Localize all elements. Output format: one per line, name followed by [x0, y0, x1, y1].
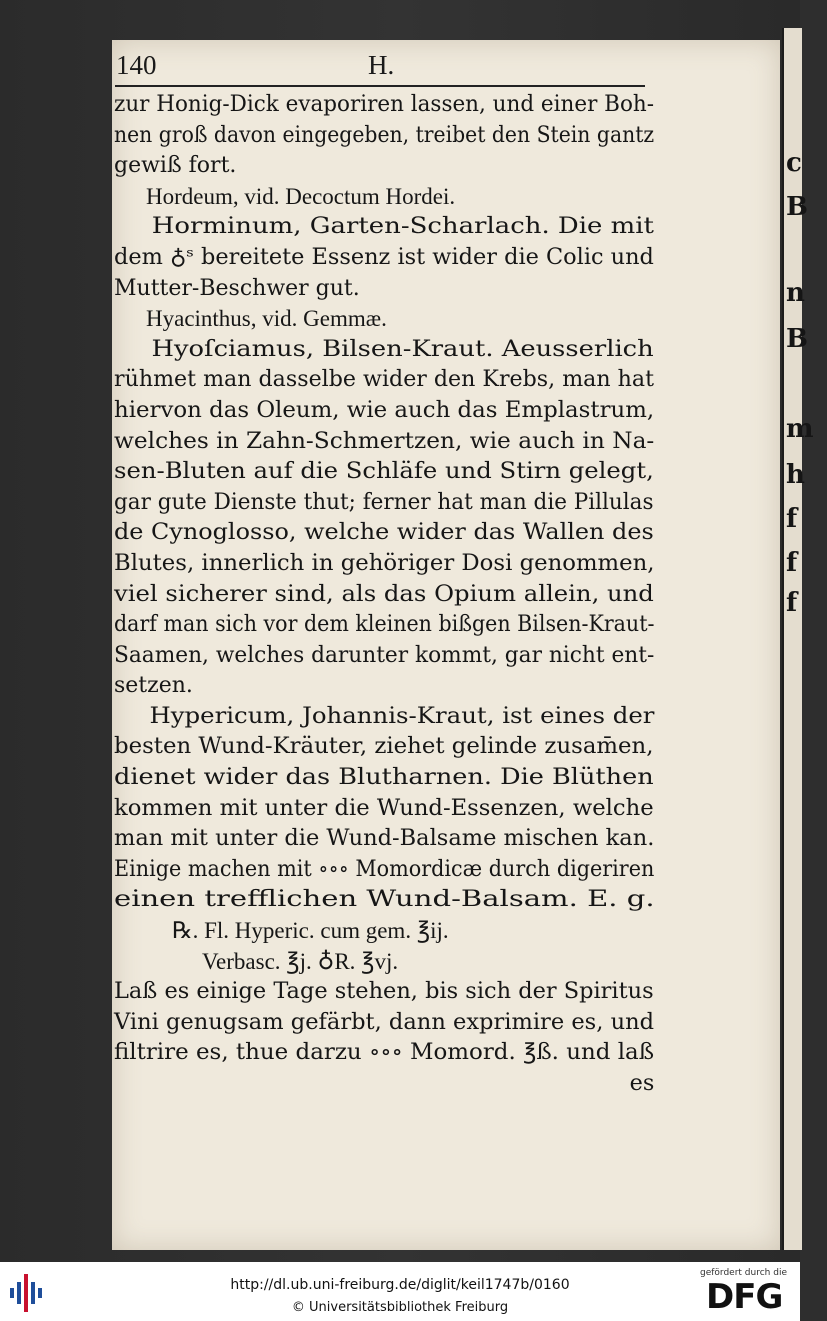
- text-line: Verbasc. ℥j. ♁R. ℥vj.: [202, 948, 399, 974]
- running-head: H.: [368, 50, 395, 80]
- text-line: es: [629, 1071, 655, 1096]
- text-line: einen trefflichen Wund-Balsam. E. g.: [114, 887, 655, 913]
- viewer-footer: [0, 1262, 800, 1321]
- text-line: Blutes, innerlich in gehöriger Dosi genommen,: [114, 550, 655, 576]
- text-line: Einige machen mit ∘∘∘ Momordicæ durch digeriren: [114, 856, 655, 882]
- text-line: Laß es einige Tage stehen, bis sich der Spiritus: [114, 979, 654, 1005]
- next-page-glyph: B: [786, 324, 808, 354]
- text-line: dienet wider das Blutharnen. Die Blüthen: [114, 765, 654, 791]
- permalink-url[interactable]: http://dl.ub.uni-freiburg.de/diglit/keil1747b/0160: [230, 1277, 570, 1293]
- text-line: de Cynoglosso, welche wider das Wallen des: [114, 520, 654, 546]
- text-line: Mutter-Beschwer gut.: [114, 275, 360, 301]
- text-line: ℞. Fl. Hyperic. cum gem. ℥ij.: [172, 918, 449, 944]
- page-number: 140: [116, 50, 157, 80]
- next-page-glyph: c: [786, 148, 802, 178]
- funding-note: gefördert durch die: [700, 1268, 787, 1278]
- text-line: Hypericum, Johannis-Kraut, ist eines der: [149, 703, 655, 729]
- text-line: man mit unter die Wund-Balsame mischen kan.: [114, 826, 655, 852]
- next-page-glyph: f: [786, 548, 798, 578]
- text-line: filtrire es, thue darzu ∘∘∘ Momord. ℥ß. und laß: [114, 1040, 655, 1066]
- text-line: Hyoſciamus, Bilsen-Kraut. Aeusserlich: [151, 336, 654, 362]
- text-line: Horminum, Garten-Scharlach. Die mit: [151, 214, 654, 240]
- next-page-glyph: f: [786, 588, 798, 618]
- text-line: kommen mit unter die Wund-Essenzen, welche: [114, 795, 654, 821]
- text-line: nen groß davon eingegeben, treibet den Stein gantz: [114, 122, 655, 148]
- next-page-glyph: h: [786, 460, 805, 490]
- copyright-notice: © Universitätsbibliothek Freiburg: [291, 1300, 509, 1315]
- text-line: rühmet man dasselbe wider den Krebs, man hat: [114, 367, 654, 393]
- text-line: viel sicherer sind, als das Opium allein, und: [114, 581, 654, 607]
- text-line: darf man sich vor dem kleinen bißgen Bilsen-Kraut-: [114, 612, 655, 638]
- text-line: welches in Zahn-Schmertzen, wie auch in Na-: [114, 428, 655, 454]
- page-body-text: [114, 90, 654, 1100]
- page-header: [116, 50, 646, 80]
- header-rule: [115, 85, 645, 87]
- text-line: Hordeum, vid. Decoctum Hordei.: [146, 183, 456, 209]
- next-page-glyph: n: [786, 278, 805, 308]
- dfg-logo-icon: DFG: [706, 1277, 783, 1317]
- next-page-glyph: m: [786, 414, 814, 444]
- text-line: Saamen, welches darunter kommt, gar nicht ent-: [114, 642, 655, 668]
- next-page-glyph: B: [786, 192, 808, 222]
- text-line: hiervon das Oleum, wie auch das Emplastrum,: [114, 397, 655, 423]
- text-line: gewiß fort.: [114, 153, 237, 179]
- next-page-glyph: f: [786, 504, 798, 534]
- text-line: zur Honig-Dick evaporiren lassen, und einer Boh-: [114, 92, 654, 117]
- text-line: dem ♁ˢ bereitete Essenz ist wider die Colic und: [114, 244, 654, 270]
- next-page-edge: [782, 28, 814, 1250]
- text-line: gar gute Dienste thut; ferner hat man die Pillulas: [114, 489, 654, 515]
- text-line: sen-Bluten auf die Schläfe und Stirn gelegt,: [114, 459, 654, 485]
- text-line: besten Wund-Kräuter, ziehet gelinde zusam̄en,: [114, 734, 654, 760]
- text-line: setzen.: [114, 673, 193, 699]
- text-line: Vini genugsam gefärbt, dann exprimire es, und: [114, 1009, 655, 1035]
- text-line: Hyacinthus, vid. Gemmæ.: [146, 306, 387, 332]
